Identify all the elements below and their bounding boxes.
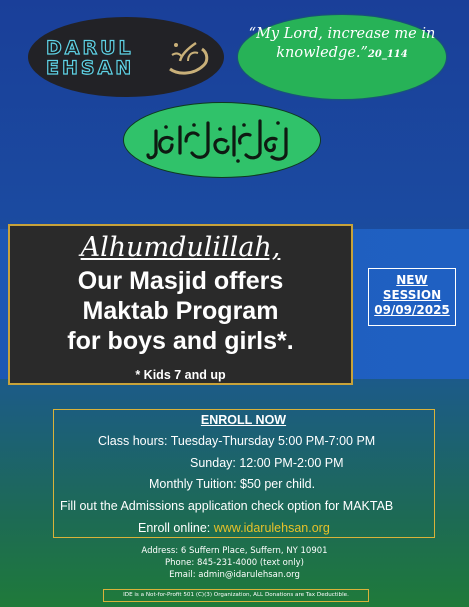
headline-line2: Our Masjid offers — [77, 267, 284, 295]
headline — [10, 230, 351, 356]
quote-oval — [238, 15, 446, 99]
contact-address: Address: 6 Suffern Place, Suffern, NY 10901 — [141, 546, 328, 556]
headline-card — [8, 224, 353, 385]
logo-wordmark — [46, 38, 134, 78]
calligraphy-logo-icon — [164, 31, 214, 79]
enroll-online-label: Enroll online: — [138, 521, 214, 535]
monthly-tuition: Monthly Tuition: $50 per child. — [149, 477, 316, 491]
quote-body: “My Lord, increase me in knowledge.” — [248, 26, 436, 61]
enroll-title: ENROLL NOW — [200, 413, 287, 427]
session-new: NEW — [396, 273, 428, 287]
logo-line-darul: DARUL — [46, 37, 134, 59]
logo-line-ehsan: EHSAN — [46, 57, 135, 79]
contact-email[interactable]: Email: admin@idarulehsan.org — [169, 570, 300, 580]
headline-alhumdulillah: Alhumdulillah, — [80, 232, 281, 263]
new-session-badge — [368, 268, 456, 326]
arabic-calligraphy-oval — [123, 102, 321, 178]
admissions-instruction: Fill out the Admissions application check option for MAKTAB — [60, 499, 394, 513]
quote-text — [238, 25, 446, 64]
age-note: * Kids 7 and up — [135, 368, 226, 382]
sunday-hours: Sunday: 12:00 PM-2:00 PM — [190, 456, 344, 470]
arabic-calligraphy-image — [146, 113, 296, 167]
class-hours: Class hours: Tuesday-Thursday 5:00 PM-7:00 PM — [98, 434, 376, 448]
headline-line4: for boys and girls*. — [67, 327, 294, 355]
contact-info — [0, 545, 469, 581]
enroll-online — [138, 521, 330, 535]
logo-oval — [28, 17, 224, 97]
headline-line3: Maktab Program — [82, 297, 279, 325]
enroll-online-link[interactable]: www.idarulehsan.org — [213, 521, 330, 535]
quote-reference: 20_114 — [367, 49, 408, 60]
session-date: 09/09/2025 — [374, 303, 450, 317]
enroll-box — [53, 409, 435, 538]
contact-phone: Phone: 845-231-4000 (text only) — [165, 558, 304, 568]
nonprofit-footer: IDE is a Not-for-Profit 501 (C)(3) Organization, ALL Donations are Tax Deductible. — [103, 589, 369, 602]
session-label: SESSION — [382, 288, 442, 302]
